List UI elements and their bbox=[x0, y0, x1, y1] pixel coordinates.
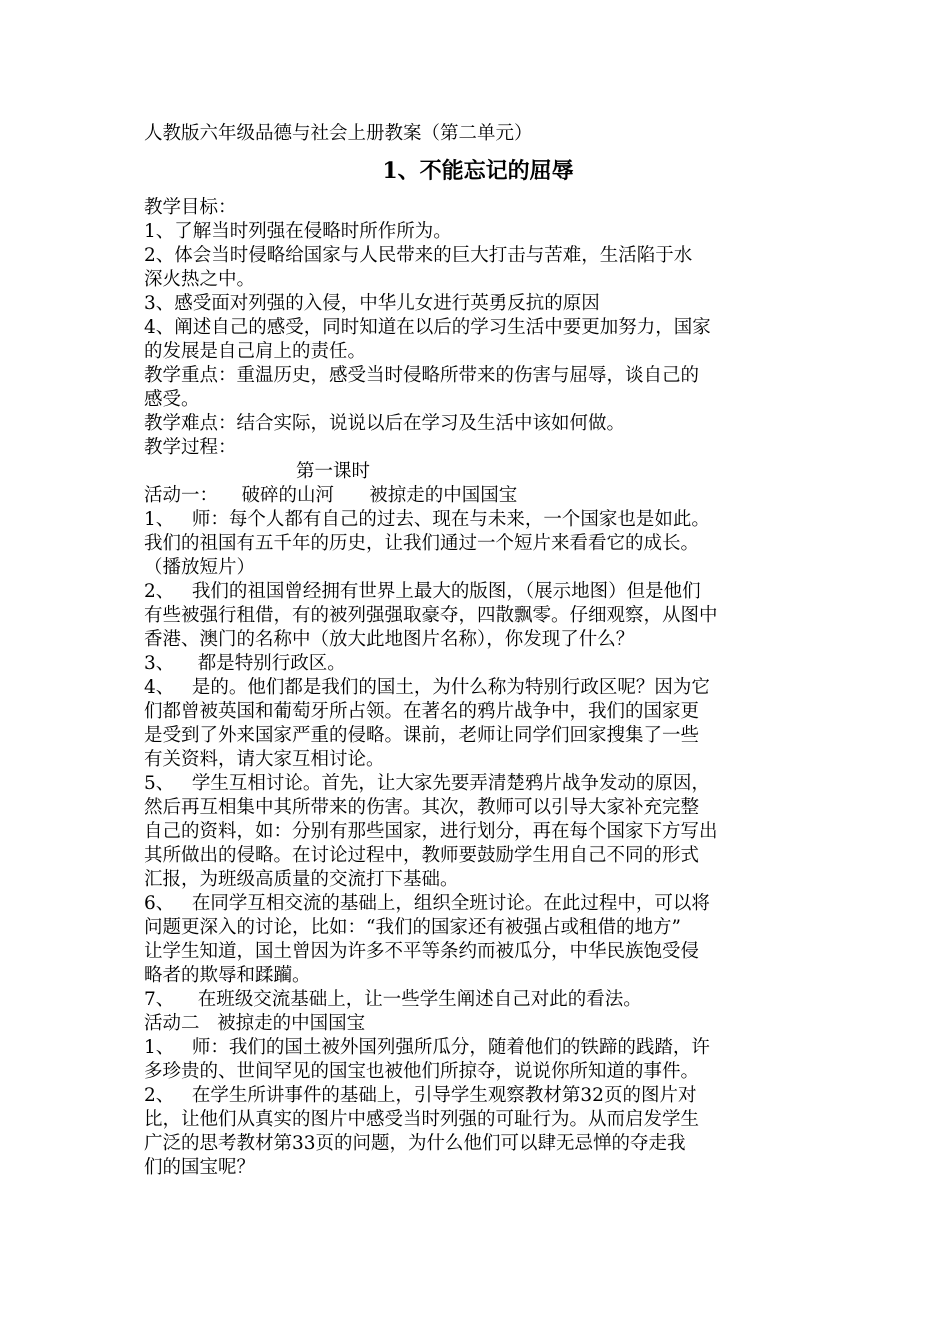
text-line: 的发展是自己肩上的责任。 bbox=[144, 341, 367, 362]
text-line: 比，让他们从真实的图片中感受当时列强的可耻行为。从而启发学生 bbox=[144, 1109, 700, 1130]
text-line: 4、阐述自己的感受，同时知道在以后的学习生活中要更加努力，国家 bbox=[144, 317, 711, 338]
body-section-2 bbox=[144, 484, 812, 1180]
text-line: 教学目标： bbox=[144, 197, 237, 218]
text-line: 是受到了外来国家严重的侵略。课前，老师让同学们回家搜集了一些 bbox=[144, 725, 700, 746]
text-line: 2、 在学生所讲事件的基础上，引导学生观察教材第32页的图片对 bbox=[144, 1085, 697, 1106]
text-line: 广泛的思考教材第33页的问题，为什么他们可以肆无忌惮的夺走我 bbox=[144, 1133, 686, 1154]
text-line: 然后再互相集中其所带来的伤害。其次，教师可以引导大家补充完整 bbox=[144, 797, 700, 818]
text-line: 教学过程： bbox=[144, 437, 237, 458]
text-line: 其所做出的侵略。在讨论过程中，教师要鼓励学生用自己不同的形式 bbox=[144, 845, 700, 866]
text-line: 自己的资料，如：分别有那些国家，进行划分，再在每个国家下方写出 bbox=[144, 821, 718, 842]
document-page bbox=[144, 122, 812, 1180]
text-line: 问题更深入的讨论，比如：“我们的国家还有被强占或租借的地方” bbox=[144, 917, 681, 938]
text-line: 让学生知道，国土曾因为许多不平等条约而被瓜分，中华民族饱受侵 bbox=[144, 941, 700, 962]
text-line: 7、 在班级交流基础上，让一些学生阐述自己对此的看法。 bbox=[144, 989, 642, 1010]
text-line: 感受。 bbox=[144, 389, 200, 410]
text-line: 教学重点：重温历史，感受当时侵略所带来的伤害与屈辱，谈自己的 bbox=[144, 365, 700, 386]
text-line: 们的国宝呢？ bbox=[144, 1157, 256, 1178]
text-line: 6、 在同学互相交流的基础上，组织全班讨论。在此过程中，可以将 bbox=[144, 893, 710, 914]
text-line: 多珍贵的、世间罕见的国宝也被他们所掠夺，说说你所知道的事件。 bbox=[144, 1061, 700, 1082]
activity-heading: 活动二 被掠走的中国国宝 bbox=[144, 1013, 366, 1034]
document-title: 1、不能忘记的屈辱 bbox=[382, 158, 574, 184]
text-line: 香港、澳门的名称中（放大此地图片名称），你发现了什么？ bbox=[144, 629, 635, 650]
text-line: 2、体会当时侵略给国家与人民带来的巨大打击与苦难，生活陷于水 bbox=[144, 245, 693, 266]
document-header: 人教版六年级品德与社会上册教案（第二单元） bbox=[144, 123, 533, 144]
text-line: 深火热之中。 bbox=[144, 269, 256, 290]
text-line: 有关资料，请大家互相讨论。 bbox=[144, 749, 385, 770]
text-line: 2、 我们的祖国曾经拥有世界上最大的版图，（展示地图）但是他们 bbox=[144, 581, 701, 602]
text-line: 1、了解当时列强在侵略时所作所为。 bbox=[144, 221, 452, 242]
text-line: 我们的祖国有五千年的历史，让我们通过一个短片来看看它的成长。 bbox=[144, 533, 700, 554]
text-line: 1、 师：每个人都有自己的过去、现在与未来，一个国家也是如此。 bbox=[144, 509, 710, 530]
text-line: 3、感受面对列强的入侵，中华儿女进行英勇反抗的原因 bbox=[144, 293, 600, 314]
lesson-heading: 第一课时 bbox=[296, 461, 371, 482]
text-line: （播放短片） bbox=[144, 557, 256, 578]
activity-heading: 活动一： 破碎的山河 被掠走的中国国宝 bbox=[144, 485, 518, 506]
text-line: 略者的欺辱和蹂躏。 bbox=[144, 965, 311, 986]
text-line: 1、 师：我们的国土被外国列强所瓜分，随着他们的铁蹄的践踏，许 bbox=[144, 1037, 710, 1058]
text-line: 汇报，为班级高质量的交流打下基础。 bbox=[144, 869, 459, 890]
text-line: 们都曾被英国和葡萄牙所占领。在著名的鸦片战争中，我们的国家更 bbox=[144, 701, 700, 722]
body-section-1 bbox=[144, 196, 812, 460]
text-line: 3、 都是特别行政区。 bbox=[144, 653, 346, 674]
text-line: 5、 学生互相讨论。首先，让大家先要弄清楚鸦片战争发动的原因， bbox=[144, 773, 710, 794]
text-line: 教学难点：结合实际，说说以后在学习及生活中该如何做。 bbox=[144, 413, 626, 434]
text-line: 有些被强行租借，有的被列强强取豪夺，四散飘零。仔细观察，从图中 bbox=[144, 605, 718, 626]
text-line: 4、 是的。他们都是我们的国土，为什么称为特别行政区呢？因为它 bbox=[144, 677, 710, 698]
